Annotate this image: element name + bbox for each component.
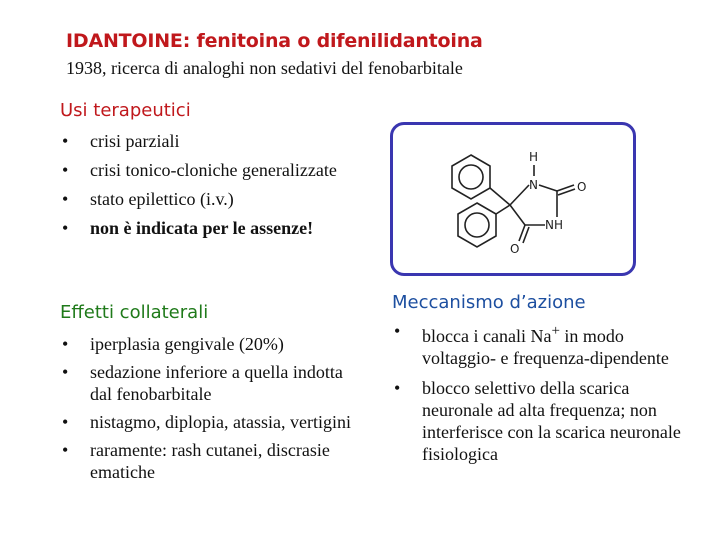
bond-ring-top xyxy=(490,188,510,205)
bond-c5-n1 xyxy=(510,185,529,205)
atom-h-label: H xyxy=(529,150,539,164)
phenytoin-structure-diagram xyxy=(393,125,633,273)
atom-n-label: N xyxy=(529,178,538,192)
slide-subtitle: 1938, ricerca di analoghi non sedativi del fenobarbitale xyxy=(66,58,463,78)
usi-item: • crisi parziali xyxy=(60,130,360,152)
meccanismo-azione-heading: Meccanismo d’azione xyxy=(392,292,586,313)
usi-item-warning: • non è indicata per le assenze! xyxy=(60,217,360,239)
meccanismo-item: • blocco selettivo della scarica neuronale ad alta frequenza; non interferisce con la scarica neuronale fisiologica xyxy=(392,377,692,465)
meccanismo-item: • blocca i canali Na+ in modo voltaggio- e frequenza-dipendente xyxy=(392,320,692,369)
effetti-collaterali-list xyxy=(60,333,360,489)
bond-c4-c5 xyxy=(510,205,525,225)
atom-nh-label: NH xyxy=(545,218,563,232)
phenyl-ring-top xyxy=(452,155,490,199)
aromatic-circle-bottom xyxy=(465,213,489,237)
bond-n1-c2 xyxy=(539,185,557,191)
atom-o-label-top: O xyxy=(577,180,587,194)
usi-terapeutici-list xyxy=(60,130,360,246)
effetti-item: • iperplasia gengivale (20%) xyxy=(60,333,360,355)
effetti-collaterali-heading: Effetti collaterali xyxy=(60,302,209,323)
effetti-item: • nistagmo, diplopia, atassia, vertigini xyxy=(60,411,360,433)
aromatic-circle-top xyxy=(459,165,483,189)
effetti-item: • sedazione inferiore a quella indotta dal fenobarbitale xyxy=(60,361,360,405)
bond-ring-bottom xyxy=(496,205,510,214)
phenyl-ring-bottom xyxy=(458,203,496,247)
atom-o-label-bottom: O xyxy=(510,242,520,256)
meccanismo-azione-list xyxy=(392,320,692,473)
usi-item: • crisi tonico-cloniche generalizzate xyxy=(60,159,360,181)
slide-title: IDANTOINE: fenitoina o difenilidantoina xyxy=(66,30,483,52)
usi-item: • stato epilettico (i.v.) xyxy=(60,188,360,210)
effetti-item: • raramente: rash cutanei, discrasie ematiche xyxy=(60,439,360,483)
phenytoin-structure-box xyxy=(390,122,636,276)
usi-terapeutici-heading: Usi terapeutici xyxy=(60,100,191,121)
